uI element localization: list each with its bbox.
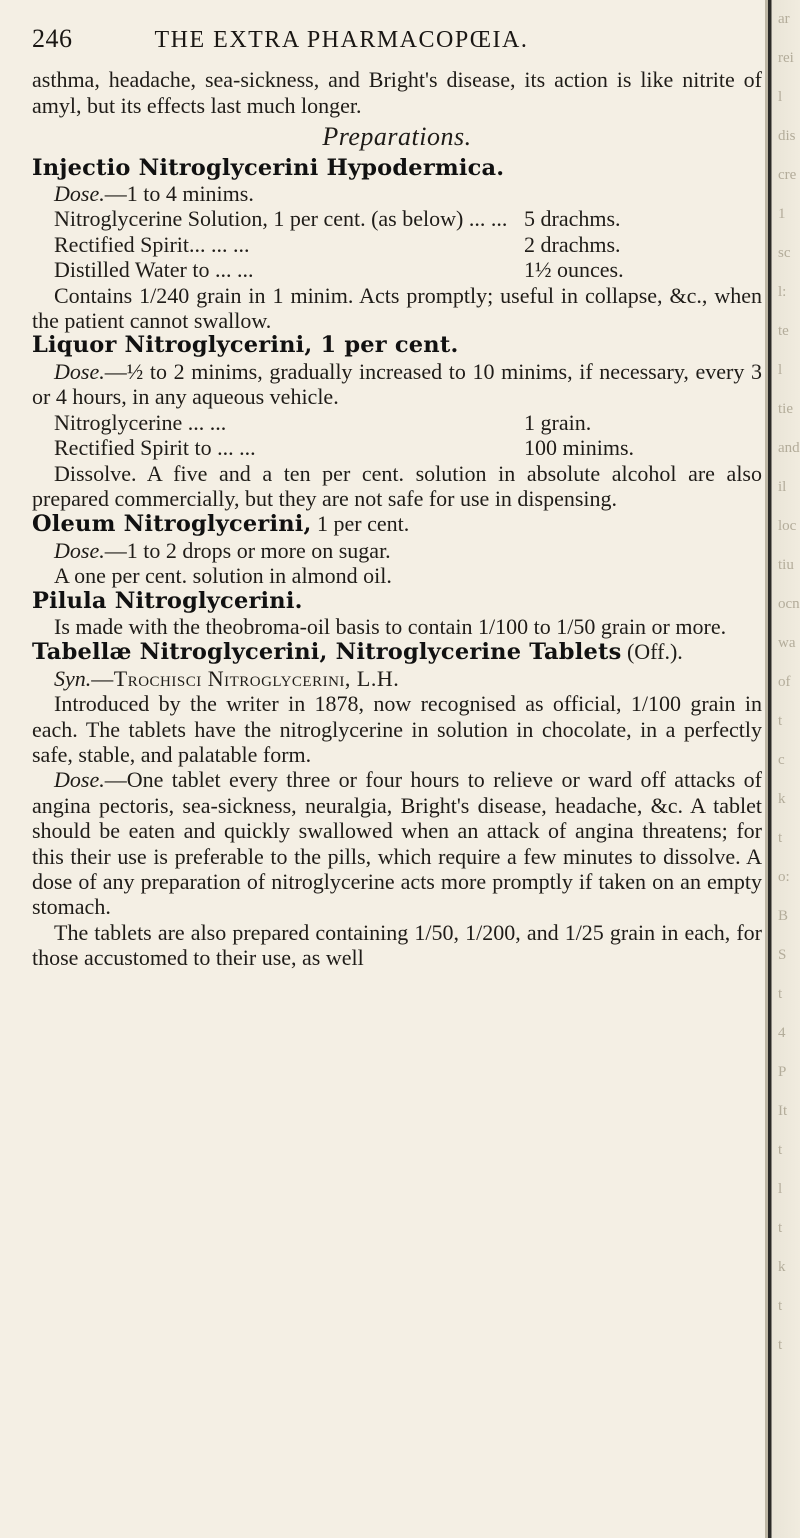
- margin-fragment: k: [778, 791, 786, 807]
- dose-oleum: [32, 538, 762, 563]
- dose-tabellae: [32, 767, 762, 919]
- ingredient-qty: 100 minims.: [524, 435, 635, 461]
- ingredient-row: [54, 257, 762, 282]
- ingredient-row: [54, 232, 762, 257]
- dose-text: —1 to 4 minims.: [104, 181, 254, 207]
- margin-fragment: B: [778, 908, 789, 924]
- heading-oleum-line: [32, 511, 762, 537]
- heading-liquor: Liquor Nitroglycerini, 1 per cent.: [32, 332, 459, 359]
- margin-fragment: l: [778, 89, 783, 105]
- margin-fragment: k: [778, 1259, 786, 1275]
- heading-oleum: Oleum Nitroglycerini,: [32, 511, 312, 538]
- margin-fragment: t: [778, 830, 783, 846]
- running-title: THE EXTRA PHARMACOPŒIA.: [154, 27, 529, 53]
- ingredient-row: [54, 435, 762, 460]
- heading-tabellae-line: [32, 639, 762, 665]
- ingredient-name: Rectified Spirit... ... ...: [54, 231, 250, 257]
- ingredient-name: Nitroglycerine Solution, 1 per cent. (as below) ... ...: [54, 206, 508, 232]
- margin-fragment: t: [778, 1337, 783, 1353]
- dose-text: —1 to 2 drops or more on sugar.: [104, 537, 391, 563]
- margin-fragment: 4: [778, 1025, 786, 1041]
- margin-fragment: 1: [778, 206, 786, 222]
- dose-text: —One tablet every three or four hours to relieve or ward off attacks of angina pectoris, sea-sickness, neuralgia, Bright's disease, headache, &c. A tablet should be eaten and quickly swallowed when an attack of angina threatens; for this their use is preferable to the pills, which require a few minutes to dissolve. A dose of any preparation of nitroglycerine acts more promptly if taken on an empty stomach.: [32, 767, 762, 920]
- margin-fragment: P: [778, 1064, 787, 1080]
- margin-fragment: t: [778, 713, 783, 729]
- margin-fragment: ar: [778, 11, 790, 27]
- heading-tabellae-suffix: (Off.).: [621, 639, 683, 665]
- syn-text: —Trochisci Nitroglycerini, L.H.: [91, 665, 400, 691]
- dose-label: Dose.: [54, 358, 105, 384]
- ingredient-name: Distilled Water to ... ...: [54, 257, 254, 283]
- margin-fragment: wa: [778, 635, 796, 651]
- dose-label: Dose.: [54, 537, 105, 563]
- ingredient-row: [54, 206, 762, 231]
- heading-injectio: Injectio Nitroglycerini Hypodermica.: [32, 154, 505, 181]
- ingredient-qty: 1 grain.: [524, 409, 592, 435]
- margin-fragment: l:: [778, 284, 787, 300]
- heading-oleum-suffix: 1 per cent.: [311, 511, 410, 537]
- intro-paragraph: asthma, headache, sea-sickness, and Bright's disease, its action is like nitrite of amyl, but its effects last much longer.: [32, 67, 762, 118]
- margin-fragment: S: [778, 947, 787, 963]
- margin-fragment: t: [778, 1142, 783, 1158]
- adjacent-page-margin: [768, 0, 800, 1538]
- note-pilula: Is made with the theobroma-oil basis to contain 1/100 to 1/50 grain or more.: [54, 613, 727, 639]
- margin-fragment: of: [778, 674, 791, 690]
- para-tabellae-strengths: The tablets are also prepared containing 1/50, 1/200, and 1/25 grain in each, for those accustomed to their use, as well: [32, 919, 762, 971]
- synonym-tabellae: [32, 666, 762, 691]
- syn-label: Syn.: [54, 665, 92, 691]
- margin-fragment: t: [778, 1220, 783, 1236]
- heading-pilula: Pilula Nitroglycerini.: [32, 587, 303, 614]
- margin-fragment: te: [778, 323, 789, 339]
- dose-injectio: [32, 181, 762, 206]
- ingredient-row: [54, 410, 762, 435]
- formula-injectio: [32, 206, 762, 282]
- text-column: [32, 26, 762, 971]
- margin-fragment: rei: [778, 50, 794, 66]
- margin-fragment: cre: [778, 167, 797, 183]
- ingredient-name: Rectified Spirit to ... ...: [54, 435, 256, 461]
- margin-fragment: l: [778, 362, 783, 378]
- margin-fragment: t: [778, 986, 783, 1002]
- margin-fragment: loc: [778, 518, 797, 534]
- page-number: 246: [32, 24, 73, 53]
- margin-fragment: ocn: [778, 596, 800, 612]
- dose-label: Dose.: [54, 181, 105, 207]
- running-head: [32, 26, 762, 53]
- ingredient-qty: 5 drachms.: [524, 206, 621, 232]
- note-injectio: Contains 1/240 grain in 1 minim. Acts promptly; useful in collapse, &c., when the patient cannot swallow.: [32, 282, 762, 334]
- note-oleum: A one per cent. solution in almond oil.: [54, 563, 392, 589]
- ingredient-name: Nitroglycerine ... ...: [54, 409, 227, 435]
- ingredient-qty: 1½ ounces.: [524, 257, 624, 283]
- margin-fragment: il: [778, 479, 787, 495]
- dose-liquor: [32, 359, 762, 410]
- margin-fragment: dis: [778, 128, 796, 144]
- margin-fragment: It: [778, 1103, 788, 1119]
- margin-fragment: o:: [778, 869, 790, 885]
- dose-label: Dose.: [54, 767, 105, 793]
- margin-fragment: t: [778, 1298, 783, 1314]
- margin-fragment: c: [778, 752, 785, 768]
- formula-liquor: [32, 410, 762, 461]
- dose-text: —½ to 2 minims, gradually increased to 10 minims, if necessary, every 3 or 4 hours, in any aqueous vehicle.: [32, 358, 762, 410]
- margin-fragment: tiu: [778, 557, 794, 573]
- section-title: Preparations.: [322, 122, 472, 152]
- margin-fragment: sc: [778, 245, 791, 261]
- margin-fragment: and: [778, 440, 800, 456]
- note-liquor: Dissolve. A five and a ten per cent. solution in absolute alcohol are also prepared commercially, but they are not safe for use in dispensing.: [32, 460, 762, 511]
- heading-tabellae: Tabellæ Nitroglycerini, Nitroglycerine Tablets: [32, 639, 622, 666]
- ingredient-qty: 2 drachms.: [524, 231, 621, 257]
- margin-fragment: l: [778, 1181, 783, 1197]
- para-tabellae-intro: Introduced by the writer in 1878, now recognised as official, 1/100 grain in each. The tablets have the nitroglycerine in solution in chocolate, in a perfectly safe, stable, and palatable form.: [32, 691, 762, 767]
- margin-fragment: tie: [778, 401, 793, 417]
